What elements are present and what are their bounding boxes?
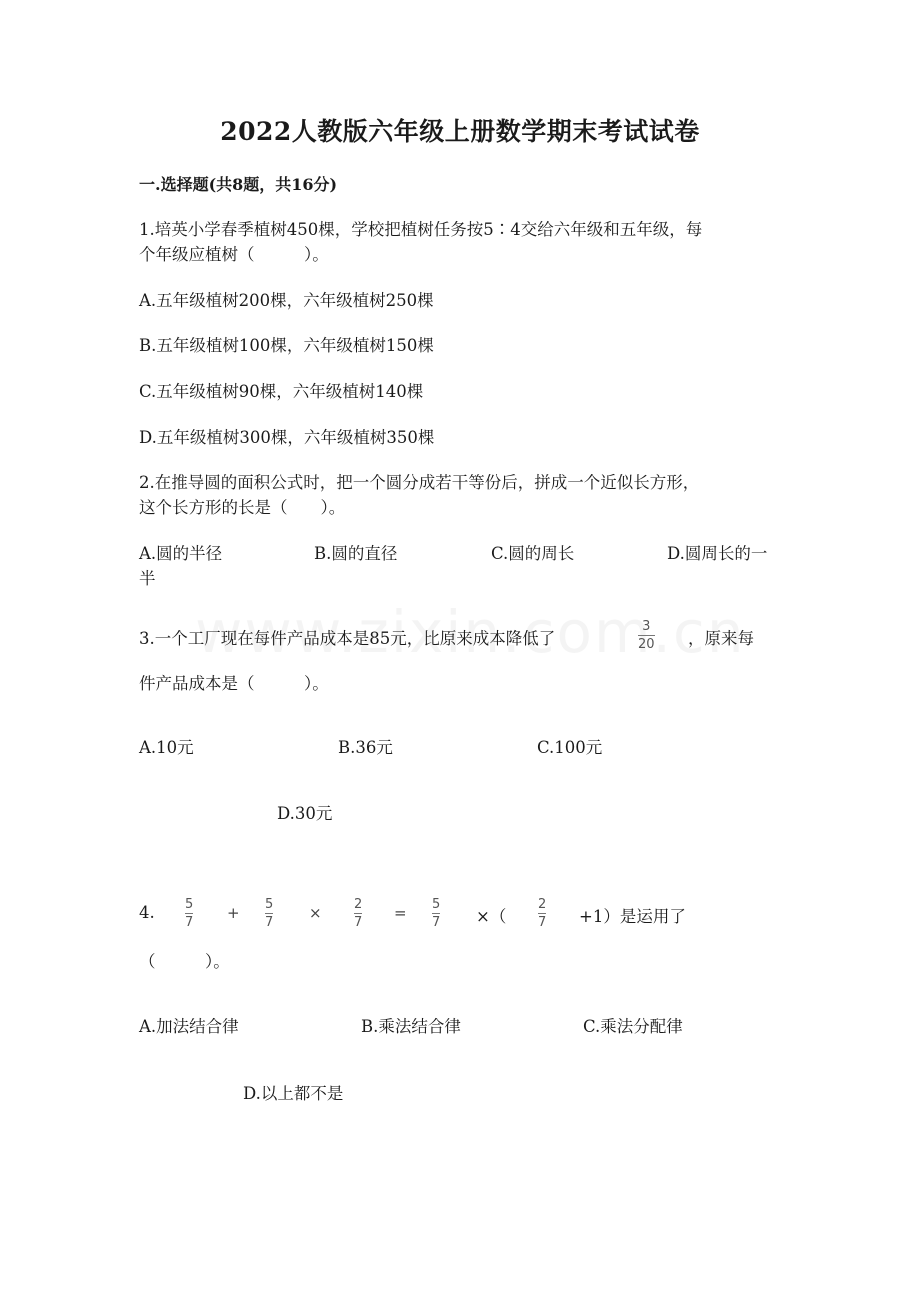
question-3-line-1-start: 3.一个工厂现在每件产品成本是85元，比原来成本降低了 [139,629,556,648]
page-title: 2022人教版六年级上册数学期末考试试卷 [220,117,700,146]
question-4-option-b[interactable]: B.乘法结合律 [361,1017,461,1036]
plus-operator: + [227,904,240,922]
fraction-denominator: 7 [354,915,363,930]
equals-operator: = [394,904,407,922]
question-3-option-c[interactable]: C.100元 [537,738,603,757]
question-4-option-c[interactable]: C.乘法分配律 [583,1017,683,1036]
fraction-bar [265,913,273,914]
fraction-bar [354,913,362,914]
question-3-option-d[interactable]: D.30元 [277,804,333,823]
question-2-option-d-wrap: 半 [139,569,156,588]
section-heading: 一.选择题(共8题，共16分) [139,175,338,194]
fraction-numerator: 5 [265,897,274,912]
fraction-bar [432,913,440,914]
fraction-numerator: 5 [185,897,194,912]
fraction-bar [538,913,546,914]
question-2-option-c[interactable]: C.圆的周长 [491,544,575,563]
question-4-fraction-4 [432,897,440,930]
question-1-line-2: 个年级应植树（ ）。 [139,245,329,264]
question-1-line-1: 1.培英小学春季植树450棵，学校把植树任务按5∶4交给六年级和五年级，每 [139,220,703,239]
fraction-numerator: 2 [538,897,547,912]
question-3-option-a[interactable]: A.10元 [139,738,194,757]
question-2-line-2: 这个长方形的长是（ ）。 [139,498,346,517]
question-4-fraction-1 [185,897,193,930]
fraction-bar [638,635,655,636]
fraction-bar [185,913,193,914]
question-4-fraction-3 [354,897,362,930]
question-1-option-c[interactable]: C.五年级植树90棵，六年级植树140棵 [139,382,424,401]
question-3-option-b[interactable]: B.36元 [338,738,393,757]
fraction-numerator: 3 [642,619,651,634]
times-operator: × [309,904,322,922]
question-2-option-d[interactable]: D.圆周长的一 [667,544,768,563]
question-3-fraction [638,619,655,652]
fraction-denominator: 7 [432,915,441,930]
question-1-option-b[interactable]: B.五年级植树100棵，六年级植树150棵 [139,336,434,355]
question-4-fraction-2 [265,897,273,930]
question-4-fraction-5 [538,897,546,930]
question-1-option-a[interactable]: A.五年级植树200棵，六年级植树250棵 [139,291,434,310]
question-3-line-2: 件产品成本是（ ）。 [139,674,329,693]
question-2-option-b[interactable]: B.圆的直径 [314,544,398,563]
fraction-numerator: 2 [354,897,363,912]
question-4-option-a[interactable]: A.加法结合律 [139,1017,239,1036]
question-3-line-1-end: ，原来每 [688,629,754,648]
fraction-numerator: 5 [432,897,441,912]
question-4-line-1-tail: +1）是运用了 [579,907,686,926]
question-2-line-1: 2.在推导圆的面积公式时，把一个圆分成若干等份后，拼成一个近似长方形， [139,473,700,492]
question-1-option-d[interactable]: D.五年级植树300棵，六年级植树350棵 [139,428,435,447]
question-4-option-d[interactable]: D.以上都不是 [243,1084,344,1103]
fraction-denominator: 7 [185,915,194,930]
question-4-line-2: （ ）。 [139,952,230,971]
question-4-number: 4. [139,903,155,922]
times-open-paren: ×（ [476,907,507,926]
fraction-denominator: 7 [538,915,547,930]
question-2-option-a[interactable]: A.圆的半径 [139,544,223,563]
fraction-denominator: 20 [638,637,655,652]
fraction-denominator: 7 [265,915,274,930]
